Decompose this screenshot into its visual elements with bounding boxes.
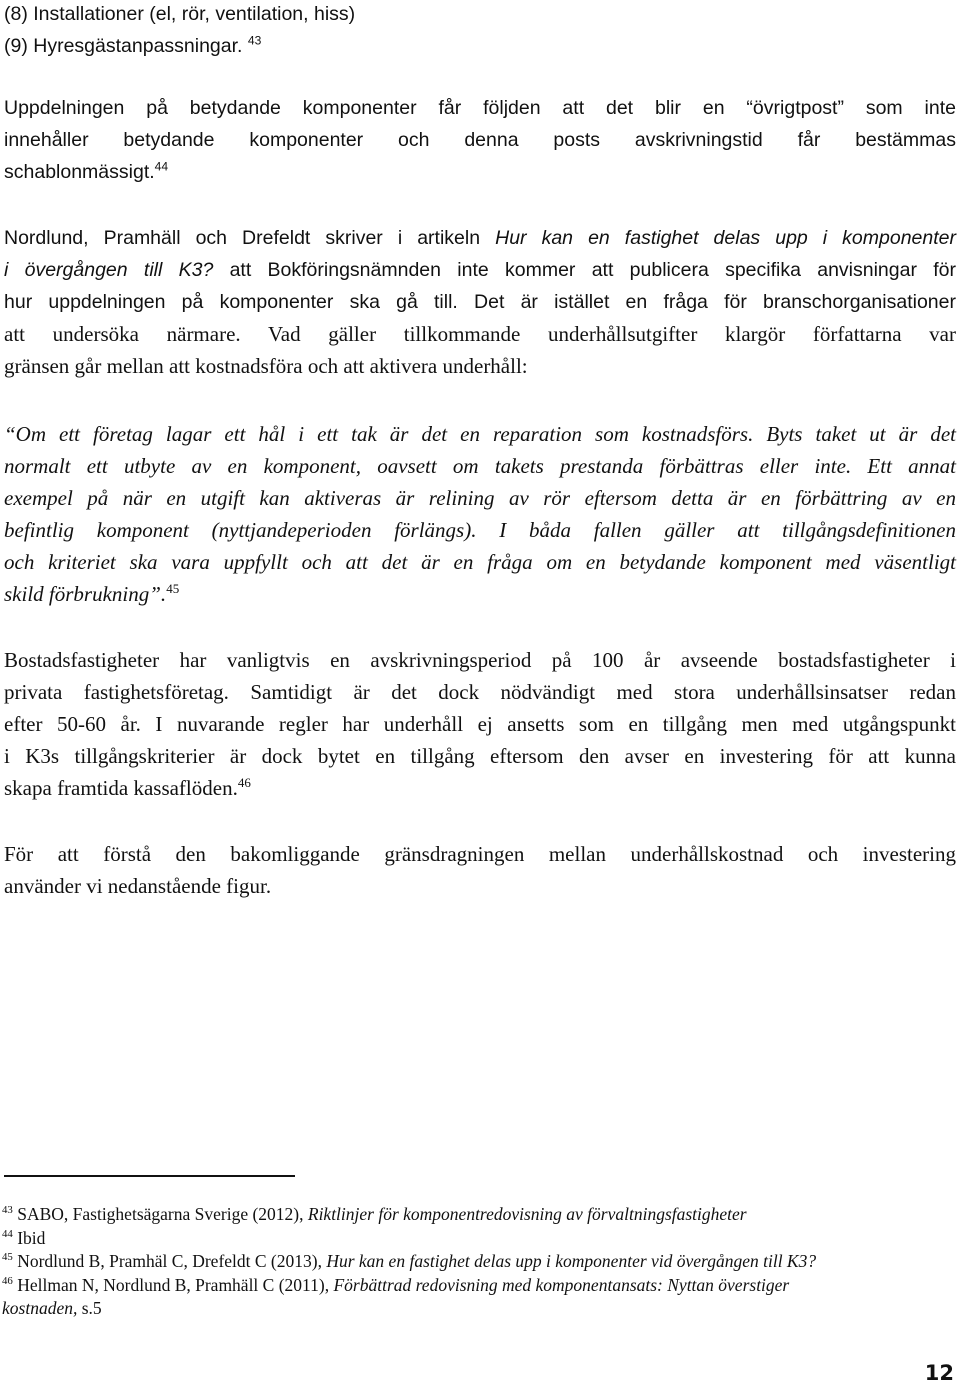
paragraph-line: Bostadsfastigheter har vanligtvis en avskrivningsperiod på 100 år avseende bostadsfastigheter i [4, 648, 956, 672]
paragraph-line: privata fastighetsföretag. Samtidigt är det dock nödvändigt med stora underhållsinsatser redan [4, 680, 956, 704]
footnote-45 [2, 1250, 956, 1273]
paragraph-line: För att förstå den bakomliggande gränsdragningen mellan underhållskostnad och investering [4, 842, 956, 866]
paragraph-line: använder vi nedanstående figur. [4, 874, 272, 898]
paragraph-line [4, 222, 956, 254]
list-item-9 [4, 30, 956, 62]
footnote-text: Nordlund B, Pramhäl C, Drefeldt C (2013), [12, 1251, 327, 1271]
quote-line: normalt ett utbyte av en komponent, oavsett om takets prestanda förbättras eller inte. Ett annat [4, 454, 956, 478]
quote-line: befintlig komponent (nyttjandeperioden förlängs). I båda fallen gäller att tillgångsdefinitionen [4, 518, 956, 542]
footnote-text: SABO, Fastighetsägarna Sverige (2012), [12, 1204, 308, 1224]
footnote-title: Hur kan en fastighet delas upp i komponenter vid övergången till K3? [326, 1251, 817, 1271]
article-title: Hur kan en fastighet delas upp i komponenter [495, 227, 956, 249]
paragraph-bostadsfastigheter [4, 644, 956, 804]
footnote-number: 43 [2, 1204, 13, 1217]
paragraph-figur [4, 838, 956, 902]
paragraph-line: gränsen går mellan att kostnadsföra och att aktivera underhåll: [4, 354, 528, 378]
paragraph-line [4, 254, 956, 286]
paragraph-text: skapa framtida kassaflöden. [4, 776, 238, 800]
paragraph-nordlund-cont [4, 318, 956, 382]
paragraph-line: hur uppdelningen på komponenter ska gå till. Det är istället en fråga för branschorganisationer [4, 291, 956, 313]
paragraph-nordlund [4, 222, 956, 318]
quote-line: exempel på när en utgift kan aktiveras är relining av rör eftersom detta är en förbättring av en [4, 486, 956, 510]
paragraph-line [4, 156, 956, 188]
footnote-text: s.5 [77, 1298, 102, 1318]
footnote-number: 44 [2, 1228, 13, 1241]
paragraph-line: innehåller betydande komponenter och denna posts avskrivningstid får bestämmas [4, 129, 956, 151]
paragraph-text: att Bokföringsnämnden inte kommer att publicera specifika anvisningar för [213, 259, 956, 281]
footnote-title: Riktlinjer för komponentredovisning av förvaltningsfastigheter [307, 1204, 747, 1224]
block-quote [4, 418, 956, 610]
footnote-ref-44: 44 [154, 159, 169, 174]
footnote-44 [2, 1227, 956, 1250]
paragraph-uppdelningen [4, 92, 956, 188]
list-items [4, 0, 956, 62]
footnote-number: 46 [2, 1275, 13, 1288]
footnote-43 [2, 1203, 956, 1226]
article-title: i övergången till K3? [4, 259, 214, 281]
footnote-text: Hellman N, Nordlund B, Pramhäll C (2011), [12, 1275, 334, 1295]
quote-text: skild förbrukning”. [4, 582, 167, 606]
page-number: 12 [924, 1361, 954, 1385]
footnote-text: Ibid [12, 1228, 46, 1248]
list-item-9-text: (9) Hyresgästanpassningar. [4, 35, 243, 57]
footnote-ref-46: 46 [237, 775, 251, 790]
paragraph-line: efter 50-60 år. I nuvarande regler har underhåll ej ansetts som en tillgång men med utgångspunkt [4, 712, 956, 736]
footnote-ref-43: 43 [247, 33, 262, 48]
footnote-title: kostnaden, [2, 1298, 78, 1318]
footnote-46-cont [2, 1297, 956, 1320]
footnote-title: Förbättrad redovisning med komponentansats: Nyttan överstiger [333, 1275, 790, 1295]
footnote-number: 45 [2, 1251, 13, 1264]
quote-line: “Om ett företag lagar ett hål i ett tak är det en reparation som kostnadsförs. Byts taket ut är det [4, 422, 956, 446]
paragraph-line: att undersöka närmare. Vad gäller tillkommande underhållsutgifter klargör författarna var [4, 322, 956, 346]
quote-line [4, 578, 956, 610]
footnote-46 [2, 1274, 956, 1297]
paragraph-line-text: schablonmässigt. [4, 161, 155, 183]
paragraph-line: i K3s tillgångskriterier är dock bytet en tillgång eftersom den avser en investering för att kunna [4, 744, 956, 768]
footnote-ref-45: 45 [166, 581, 180, 596]
list-item-8: (8) Installationer (el, rör, ventilation, hiss) [4, 3, 356, 25]
footnote-separator [4, 1175, 295, 1177]
paragraph-line: Uppdelningen på betydande komponenter får följden att det blir en “övrigtpost” som inte [4, 97, 956, 119]
paragraph-line [4, 772, 956, 804]
paragraph-text: Nordlund, Pramhäll och Drefeldt skriver i artikeln [4, 227, 496, 249]
quote-line: och kriteriet ska vara uppfyllt och att det är en fråga om en betydande komponent med väsentligt [4, 550, 956, 574]
